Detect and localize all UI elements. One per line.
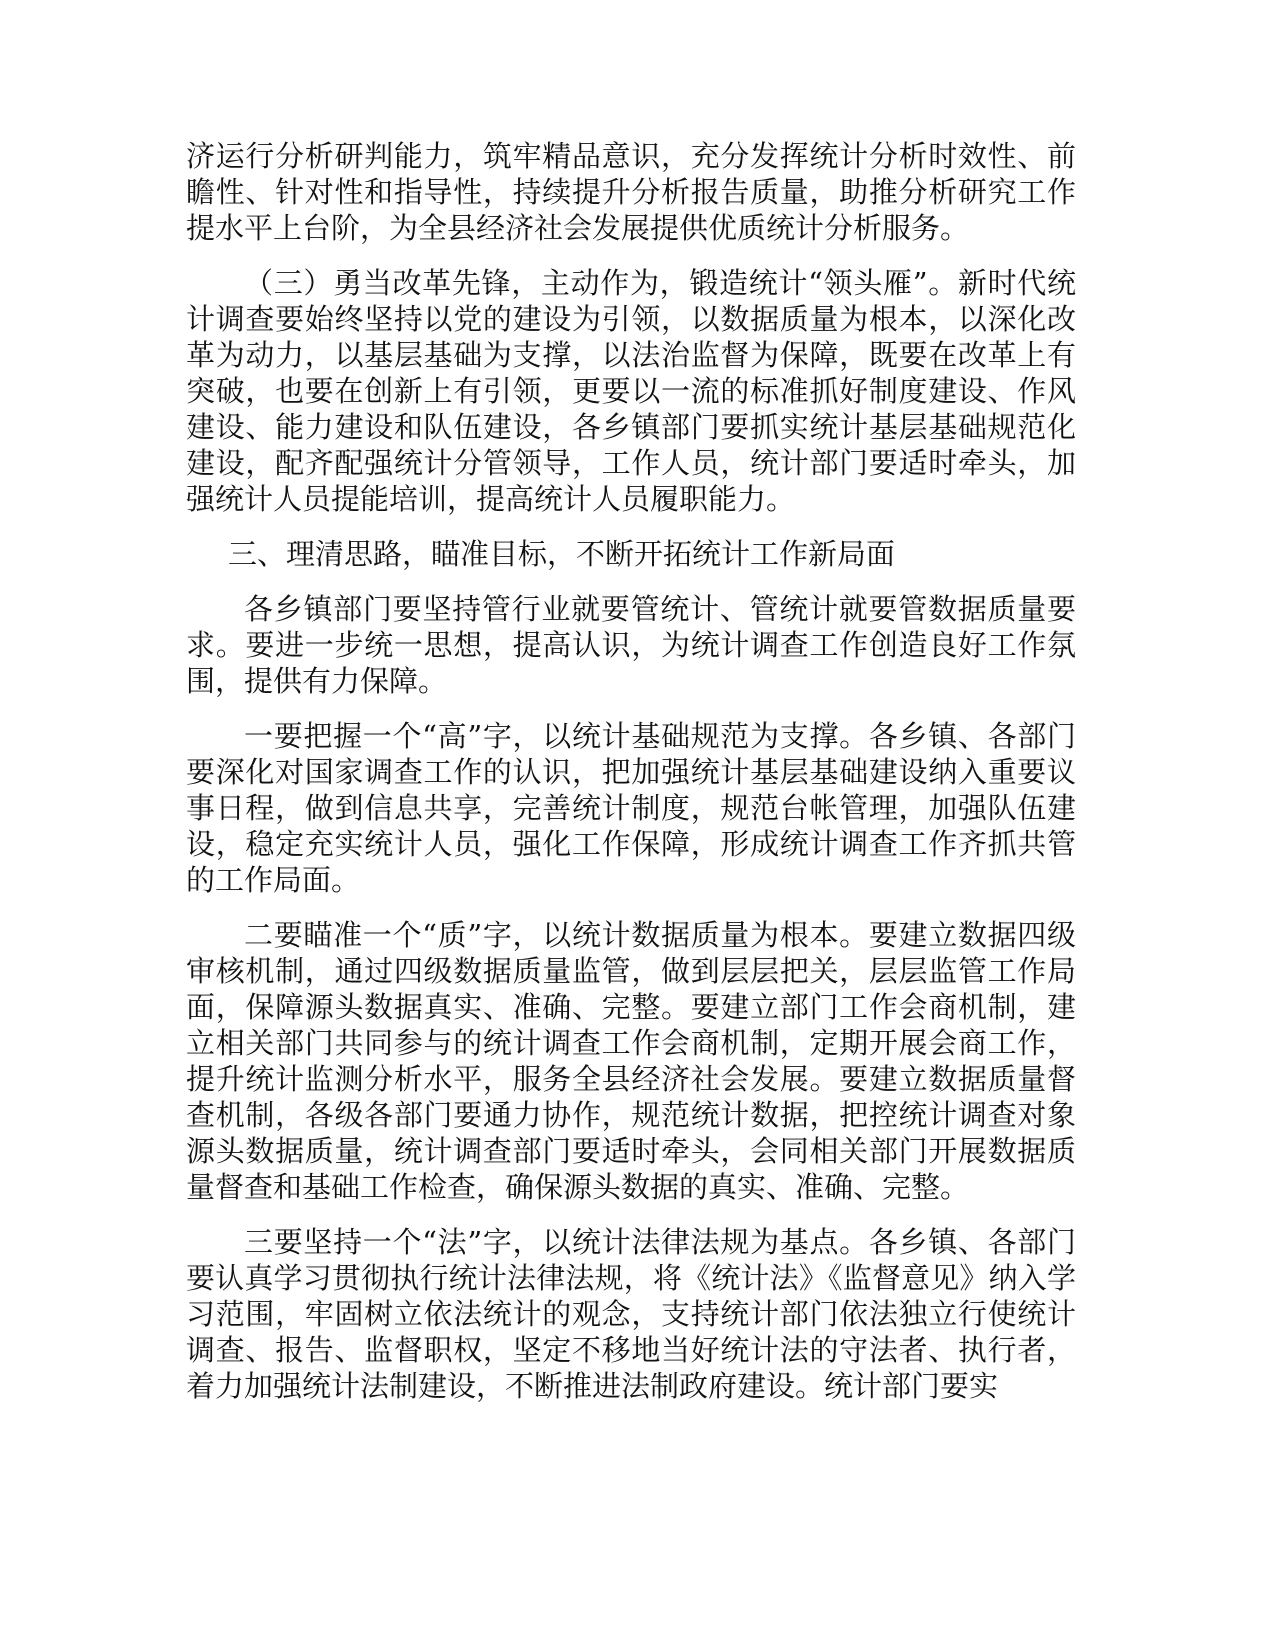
paragraph-analysis-continuation: 济运行分析研判能力，筑牢精品意识，充分发挥统计分析时效性、前瞻性、针对性和指导性，持续提升分析报告质量，助推分析研究工作提水平上台阶，为全县经济社会发展提供优质统计分析服务。 (186, 139, 1076, 245)
paragraph-point-two-quality: 二要瞄准一个“质”字，以统计数据质量为根本。要建立数据四级审核机制，通过四级数据质量监管，做到层层把关，层层监管工作局面，保障源头数据真实、准确、完整。要建立部门工作会商机制，建立相关部门共同参与的统计调查工作会商机制，定期开展会商工作，提升统计监测分析水平，服务全县经济社会发展。要建立数据质量督查机制，各级各部门要通力协作，规范统计数据，把控统计调查对象源头数据质量，统计调查部门要适时牵头，会同相关部门开展数据质量督查和基础工作检查，确保源头数据的真实、准确、完整。 (186, 918, 1076, 1204)
section-heading-three: 三、理清思路，瞄准目标，不断开拓统计工作新局面 (228, 537, 896, 571)
paragraph-town-departments: 各乡镇部门要坚持管行业就要管统计、管统计就要管数据质量要求。要进一步统一思想，提高认识，为统计调查工作创造良好工作氛围，提供有力保障。 (186, 592, 1076, 698)
paragraph-reform-pioneer: （三）勇当改革先锋，主动作为，锻造统计“领头雁”。新时代统计调查要始终坚持以党的建设为引领，以数据质量为根本，以深化改革为动力，以基层基础为支撑，以法治监督为保障，既要在改革上有突破，也要在创新上有引领，更要以一流的标准抓好制度建设、作风建设、能力建设和队伍建设，各乡镇部门要抓实统计基层基础规范化建设，配齐配强统计分管领导，工作人员，统计部门要适时牵头，加强统计人员提能培训，提高统计人员履职能力。 (186, 266, 1076, 516)
paragraph-point-one-high: 一要把握一个“高”字，以统计基础规范为支撑。各乡镇、各部门要深化对国家调查工作的认识，把加强统计基层基础建设纳入重要议事日程，做到信息共享，完善统计制度，规范台帐管理，加强队伍建设，稳定充实统计人员，强化工作保障，形成统计调查工作齐抓共管的工作局面。 (186, 719, 1076, 897)
document-page (186, 138, 1076, 1423)
paragraph-point-three-law: 三要坚持一个“法”字，以统计法律法规为基点。各乡镇、各部门要认真学习贯彻执行统计法律法规，将《统计法》《监督意见》纳入学习范围，牢固树立依法统计的观念，支持统计部门依法独立行使统计调查、报告、监督职权，坚定不移地当好统计法的守法者、执行者，着力加强统计法制建设，不断推进法制政府建设。统计部门要实 (186, 1225, 1076, 1403)
